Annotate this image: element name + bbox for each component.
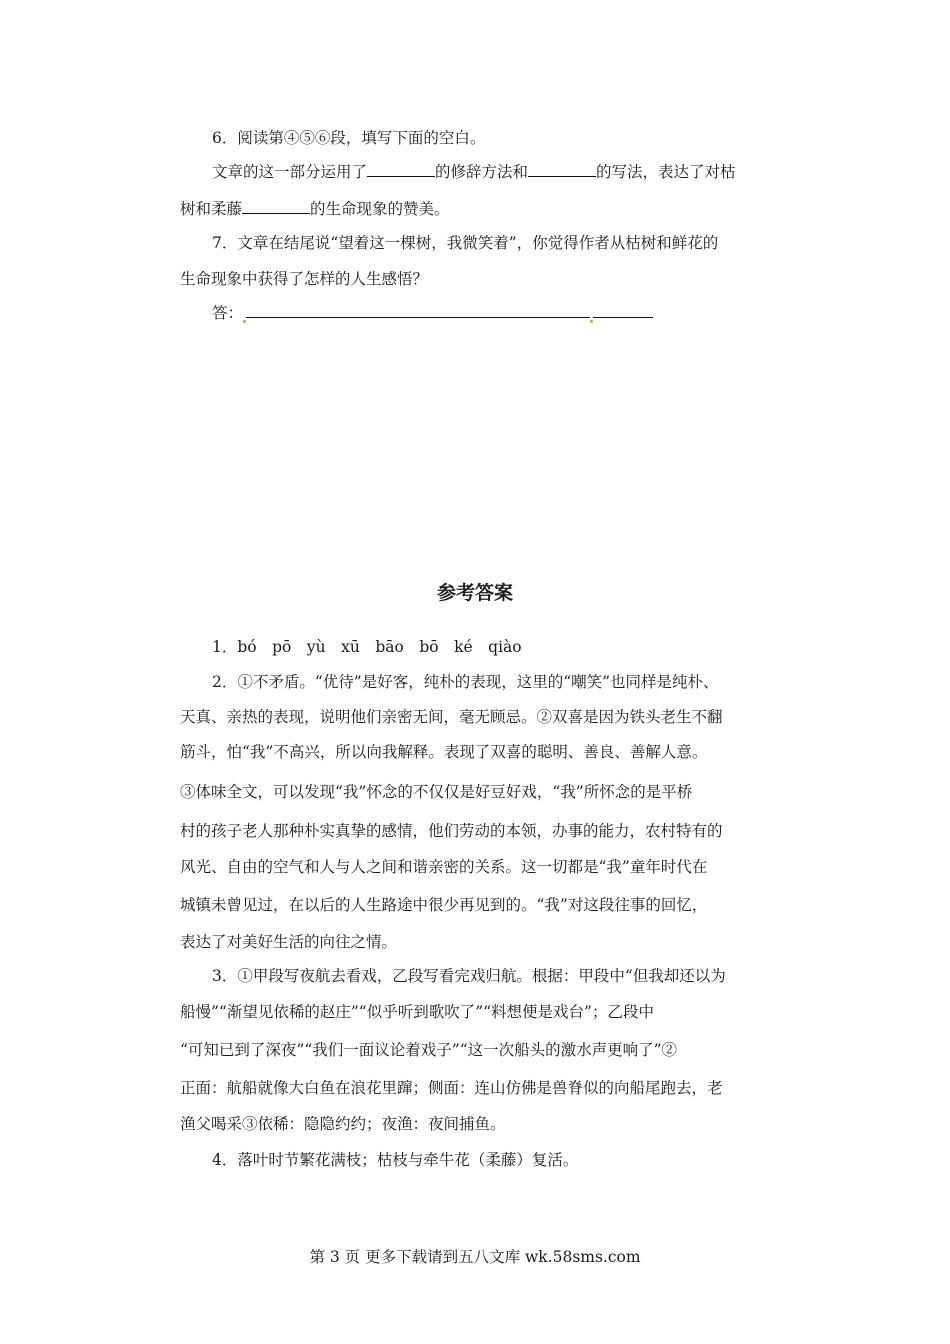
q6-text-d: 树和柔藤 bbox=[180, 200, 243, 218]
q6-prompt: 6．阅读第④⑤⑥段，填写下面的空白。 bbox=[212, 129, 486, 147]
answers-title: 参考答案 bbox=[436, 582, 513, 604]
answer-line: “可知已到了深夜”“我们一面议论着戏子”“这一次船头的激水声更响了”② bbox=[180, 1041, 678, 1059]
q7-prompt-line-2: 生命现象中获得了怎样的人生感悟？ bbox=[180, 270, 429, 288]
answer-line: 村的孩子老人那种朴实真挚的感情，他们劳动的本领，办事的能力，农村特有的 bbox=[180, 822, 723, 840]
answer-line: 正面：航船就像大白鱼在浪花里蹿；侧面：连山仿佛是兽脊似的向船尾跑去，老 bbox=[180, 1079, 723, 1097]
answer-line: 天真、亲热的表现，说明他们亲密无间，毫无顾忌。②双喜是因为铁头老生不翻 bbox=[180, 708, 723, 726]
blank-vine[interactable] bbox=[242, 199, 310, 214]
answer-line: 船慢”“渐望见依稀的赵庄”“似乎听到歌吹了”“料想便是戏台”；乙段中 bbox=[180, 1003, 654, 1021]
mark-dot bbox=[243, 320, 246, 323]
q7-prompt: 7．文章在结尾说“望着这一棵树，我微笑着”，你觉得作者从枯树和鲜花的 bbox=[212, 234, 719, 252]
answer-line: 1．bó pō yù xū bāo bō ké qiào bbox=[212, 638, 522, 656]
answer-line: 2．①不矛盾。“优待”是好客，纯朴的表现，这里的“嘲笑”也同样是纯朴、 bbox=[212, 673, 719, 691]
answer-line: 表达了对美好生活的向往之情。 bbox=[180, 933, 398, 951]
blank-rhetoric[interactable] bbox=[367, 162, 435, 177]
q6-text-e: 的生命现象的赞美。 bbox=[310, 200, 450, 218]
q6-text-a: 文章的这一部分运用了 bbox=[212, 163, 368, 181]
blank-technique[interactable] bbox=[528, 162, 596, 177]
answer-line: 4．落叶时节繁花满枝；枯枝与牵牛花（柔藤）复活。 bbox=[212, 1151, 579, 1169]
answer-blank-end[interactable] bbox=[593, 303, 653, 318]
answer-line: ③体味全文，可以发现“我”怀念的不仅仅是好豆好戏，“我”所怀念的是平桥 bbox=[180, 783, 693, 801]
mark-dot bbox=[590, 320, 593, 323]
answer-label: 答： bbox=[212, 304, 244, 322]
answer-line: 城镇未曾见过，在以后的人生路途中很少再见到的。“我”对这段往事的回忆， bbox=[180, 896, 708, 914]
q6-text-line-2 bbox=[180, 199, 450, 219]
answer-line: 风光、自由的空气和人与人之间和谐亲密的关系。这一切都是“我”童年时代在 bbox=[180, 858, 708, 876]
q6-text-b: 的修辞方法和 bbox=[435, 163, 529, 181]
q7-answer-line bbox=[212, 303, 653, 323]
q6-text-c: 的写法，表达了对枯 bbox=[596, 163, 736, 181]
q6-text-line bbox=[212, 162, 736, 182]
answer-blank[interactable] bbox=[246, 303, 590, 318]
answer-line: 筋斗，怕“我”不高兴，所以向我解释。表现了双喜的聪明、善良、善解人意。 bbox=[180, 743, 708, 761]
answer-line: 渔父喝采③依稀：隐隐约约；夜渔：夜间捕鱼。 bbox=[180, 1115, 506, 1133]
page-footer: 第 3 页 更多下载请到五八文库 wk.58sms.com bbox=[309, 1248, 641, 1266]
answer-line: 3．①甲段写夜航去看戏，乙段写看完戏归航。根据：甲段中“但我却还以为 bbox=[212, 967, 726, 985]
